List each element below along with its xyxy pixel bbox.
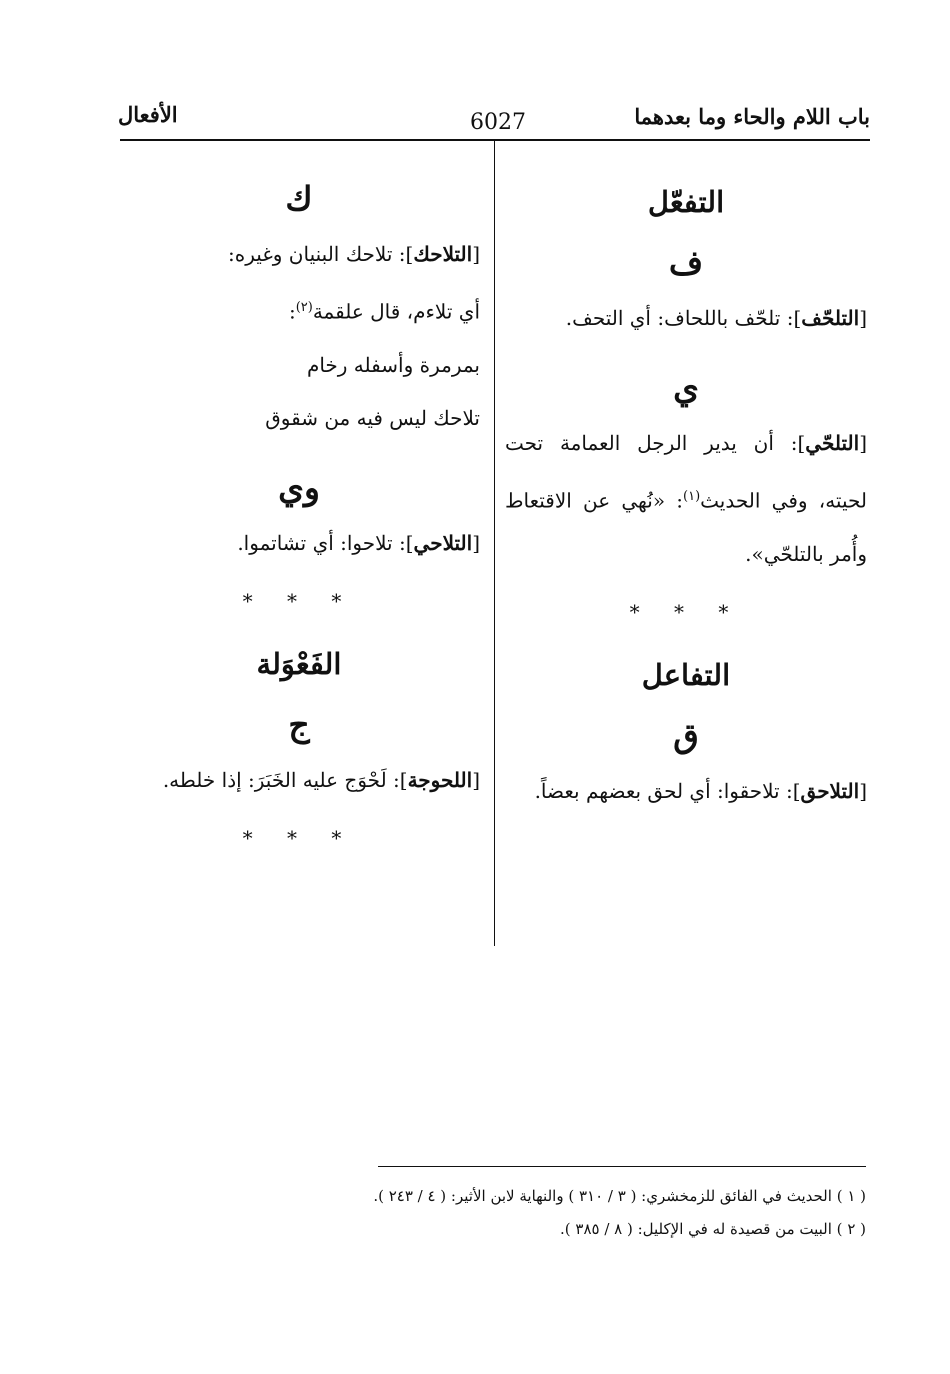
entry-talahuk: [التلاحك]: تلاحك البنيان وغيره: أي تلاءم، قال علقمة$^{(٢)}$: xyxy=(228,242,480,324)
section-title-fawala: الفَعْوَلة xyxy=(256,646,342,681)
letter-heading-q: ق xyxy=(673,715,699,755)
entry-talahhuf: [التلحّف]: تلحّف باللحاف: أي التحف. xyxy=(565,306,867,330)
right-column xyxy=(505,170,867,818)
definition-talahhuf: : تلحّف باللحاف: أي التحف. xyxy=(565,306,794,330)
entry-talahuq: [التلاحق]: تلاحقوا: أي لحق بعضهم بعضاً. xyxy=(534,778,867,803)
definition-talahuk: : تلاحك البنيان وغيره: xyxy=(228,242,406,266)
footnote-1: ( ١ ) الحديث في الفائق للزمخشري: ( ٣ / ٣١٠ ) والنهاية لابن الأثير: ( ٤ / ٢٤٣ ). xyxy=(373,1187,866,1205)
footnote-2: ( ٢ ) البيت من قصيدة له في الإكليل: ( ٨ / ٣٨٥ ). xyxy=(560,1220,866,1238)
letter-heading-y: ي xyxy=(673,368,699,407)
column-divider xyxy=(494,140,495,946)
left-column xyxy=(118,170,480,869)
lemma-lahwaja: اللحوجة xyxy=(407,767,473,792)
definition-lahwaja: : لَحْوَج عليه الخَبَرَ: إذا خلطه. xyxy=(162,767,400,792)
letter-heading-k: ك xyxy=(285,179,313,218)
footnote-rule xyxy=(378,1166,866,1167)
poem-verse-1: بمرمرة وأسفله رخام xyxy=(306,352,480,377)
header-rule xyxy=(120,139,870,141)
definition-talahuk-2a: أي تلاءم، قال علقمة xyxy=(312,299,480,324)
letter-heading-wy: وي xyxy=(278,467,320,507)
entry-lahwaja: [اللحوجة]: لَحْوَج عليه الخَبَرَ: إذا خلطه. xyxy=(162,767,480,792)
footnote-ref-1: (١) xyxy=(683,489,701,504)
running-header-section: الأفعال xyxy=(118,102,178,127)
section-separator: * * * xyxy=(629,599,743,624)
entry-talahhi: [التلحّي]: أن يدير الرجل العمامة تحت لحيته، وفي الحديث$^{(١)}$: «نُهي عن الاقتعاط وأُمر بالتلحّي». xyxy=(505,431,867,566)
entry-talahi: [التلاحي]: تلاحوا: أي تشاتموا. xyxy=(237,530,480,555)
lemma-talahhuf: التلحّف xyxy=(801,306,860,330)
section-title-tafaul: التفعّل xyxy=(647,185,725,219)
letter-heading-f: ف xyxy=(668,243,704,282)
running-header-chapter: باب اللام والحاء وما بعدهما xyxy=(634,104,870,129)
lemma-talahi: التلاحي xyxy=(413,530,473,555)
section-title-tafaul-2: التفاعل xyxy=(641,657,731,692)
definition-talahuq: : تلاحقوا: أي لحق بعضهم بعضاً. xyxy=(534,778,793,803)
footnotes xyxy=(166,1180,866,1246)
lemma-talahhi: التلحّي xyxy=(805,431,860,455)
lemma-talahuk: التلاحك xyxy=(413,242,473,266)
page-number: 6027 xyxy=(470,110,526,135)
definition-talahhi-a: : أن يدير الرجل العمامة تحت لحيته، وفي الحديث xyxy=(505,431,867,513)
footnote-ref-2: (٢) xyxy=(295,300,313,315)
section-separator-2: * * * xyxy=(242,588,356,613)
poem-verse-2: تلاحك ليس فيه من شقوق xyxy=(265,405,480,430)
definition-talahuk-2b: : xyxy=(288,299,296,324)
lemma-talahuq: التلاحق xyxy=(800,778,860,803)
definition-talahi: : تلاحوا: أي تشاتموا. xyxy=(237,530,406,555)
letter-heading-j: ج xyxy=(288,704,310,744)
section-separator-3: * * * xyxy=(242,825,356,850)
definition-talahhi-b: : «نُهي عن الاقتعاط وأُمر بالتلحّي». xyxy=(505,488,867,566)
